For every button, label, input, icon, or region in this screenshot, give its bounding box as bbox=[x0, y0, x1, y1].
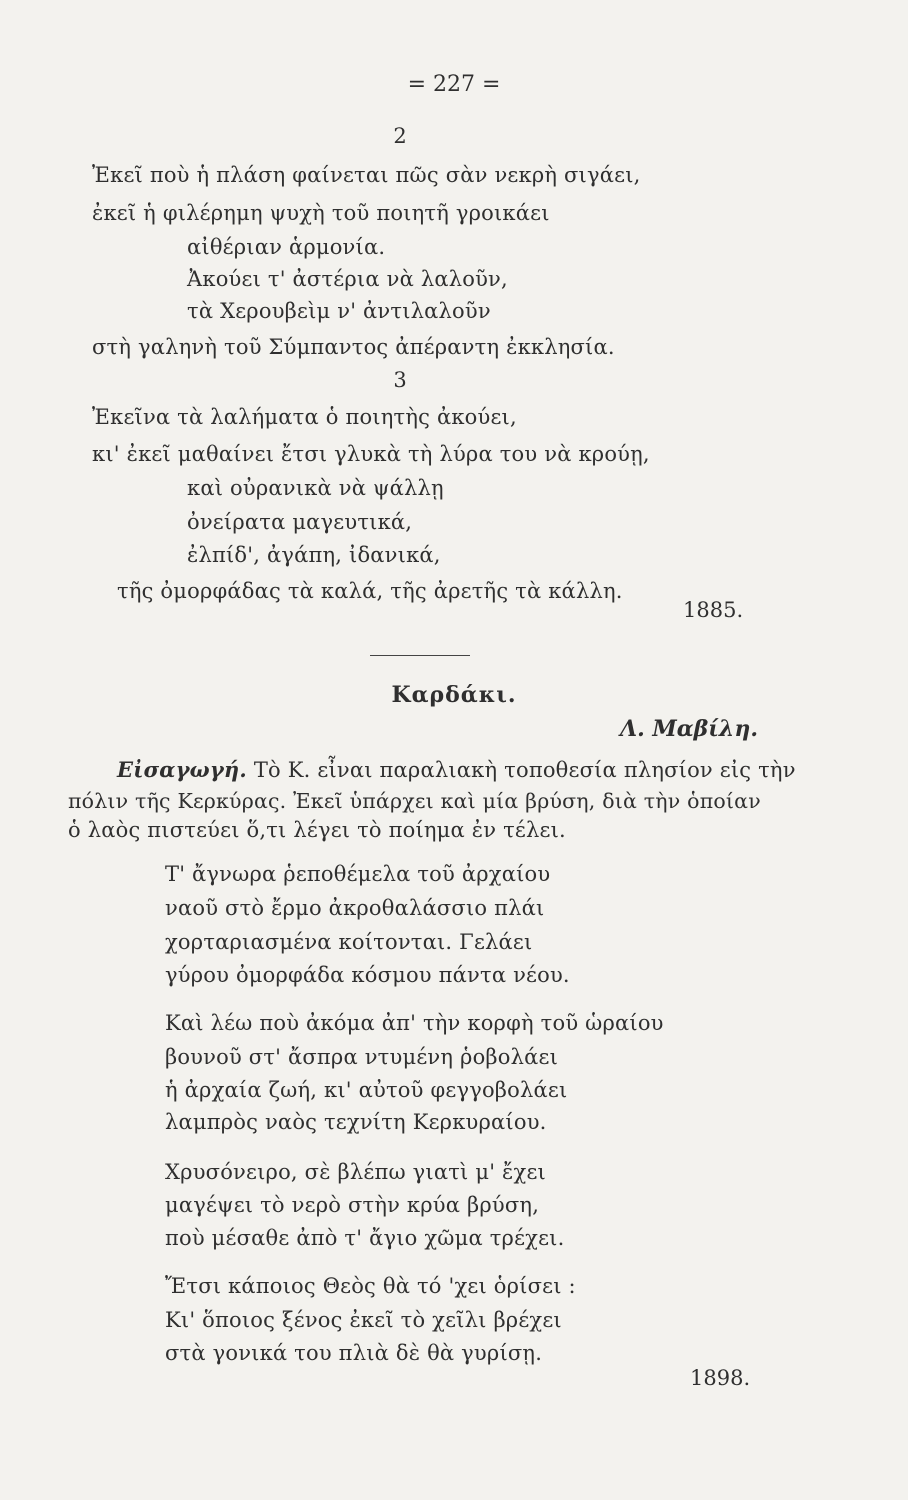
poem-line: Ἐκεῖ ποὺ ἡ πλάση φαίνεται πῶς σὰν νεκρὴ σιγάει, bbox=[92, 163, 641, 187]
page-number: = 227 = bbox=[407, 72, 501, 97]
intro-line: ὁ λαὸς πιστεύει ὅ,τι λέγει τὸ ποίημα ἐν τέλει. bbox=[68, 818, 566, 842]
poem-line: γύρου ὀμορφάδα κόσμου πάντα νέου. bbox=[165, 963, 570, 987]
poem-line: ἐλπίδ', ἀγάπη, ἰδανικά, bbox=[187, 543, 441, 567]
poem-line: Καὶ λέω ποὺ ἀκόμα ἀπ' τὴν κορφὴ τοῦ ὡραίου bbox=[165, 1011, 664, 1035]
intro-label: Εἰσαγωγή. bbox=[117, 757, 247, 782]
poem-line: Ἔτσι κάποιος Θεὸς θὰ τό 'χει ὁρίσει : bbox=[165, 1274, 576, 1298]
poem-line: Χρυσόνειρο, σὲ βλέπω γιατὶ μ' ἔχει bbox=[165, 1160, 546, 1184]
poem-line: κι' ἐκεῖ μαθαίνει ἔτσι γλυκὰ τὴ λύρα του νὰ κρούῃ, bbox=[92, 442, 650, 466]
poem-line: τῆς ὀμορφάδας τὰ καλά, τῆς ἀρετῆς τὰ κάλλη. bbox=[117, 579, 623, 603]
poem-line: ναοῦ στὸ ἔρμο ἀκροθαλάσσιο πλάι bbox=[165, 896, 545, 920]
poem-author: Λ. Μαβίλη. bbox=[620, 716, 759, 742]
poem-line: Κι' ὅποιος ξένος ἐκεῖ τὸ χεῖλι βρέχει bbox=[165, 1308, 562, 1332]
poem-line: τὰ Χερουβεὶμ ν' ἀντιλαλοῦν bbox=[187, 299, 491, 323]
poem-line: ἡ ἀρχαία ζωή, κι' αὐτοῦ φεγγοβολάει bbox=[165, 1078, 568, 1102]
poem-line: βουνοῦ στ' ἄσπρα ντυμένη ῥοβολάει bbox=[165, 1045, 558, 1069]
poem-line: αἰθέριαν ἁρμονία. bbox=[187, 235, 386, 259]
poem-title: Καρδάκι. bbox=[391, 682, 517, 708]
poem-line: ποὺ μέσαθε ἀπὸ τ' ἄγιο χῶμα τρέχει. bbox=[165, 1226, 565, 1250]
poem-line: στὰ γονικά του πλιὰ δὲ θὰ γυρίσῃ. bbox=[165, 1341, 543, 1365]
poem-line: μαγέψει τὸ νερὸ στὴν κρύα βρύση, bbox=[165, 1193, 540, 1217]
poem-line: καὶ οὐρανικὰ νὰ ψάλλῃ bbox=[187, 476, 444, 500]
stanza-number: 3 bbox=[393, 368, 407, 392]
poem-line: λαμπρὸς ναὸς τεχνίτη Κερκυραίου. bbox=[165, 1110, 547, 1134]
intro-text: Τὸ Κ. εἶναι παραλιακὴ τοποθεσία πλησίον εἰς τὴν bbox=[253, 758, 796, 782]
poem-line: χορταριασμένα κοίτονται. Γελάει bbox=[165, 930, 533, 954]
intro-line bbox=[117, 757, 796, 783]
poem-line: στὴ γαληνὴ τοῦ Σύμπαντος ἀπέραντη ἐκκλησία. bbox=[92, 335, 615, 359]
poem-year: 1898. bbox=[690, 1366, 751, 1390]
poem-line: Ἐκεῖνα τὰ λαλήματα ὁ ποιητὴς ἀκούει, bbox=[92, 405, 517, 429]
poem-line: Ἀκούει τ' ἀστέρια νὰ λαλοῦν, bbox=[187, 267, 508, 291]
intro-line: πόλιν τῆς Κερκύρας. Ἐκεῖ ὑπάρχει καὶ μία βρύση, διὰ τὴν ὁποίαν bbox=[68, 789, 761, 813]
poem-line: ὀνείρατα μαγευτικά, bbox=[187, 510, 413, 534]
section-divider bbox=[370, 655, 470, 656]
poem-line: Τ' ἄγνωρα ῥεποθέμελα τοῦ ἀρχαίου bbox=[165, 862, 551, 886]
poem-line: ἐκεῖ ἡ φιλέρημη ψυχὴ τοῦ ποιητῆ γροικάει bbox=[92, 201, 550, 225]
poem-year: 1885. bbox=[683, 598, 744, 622]
stanza-number: 2 bbox=[393, 124, 407, 148]
